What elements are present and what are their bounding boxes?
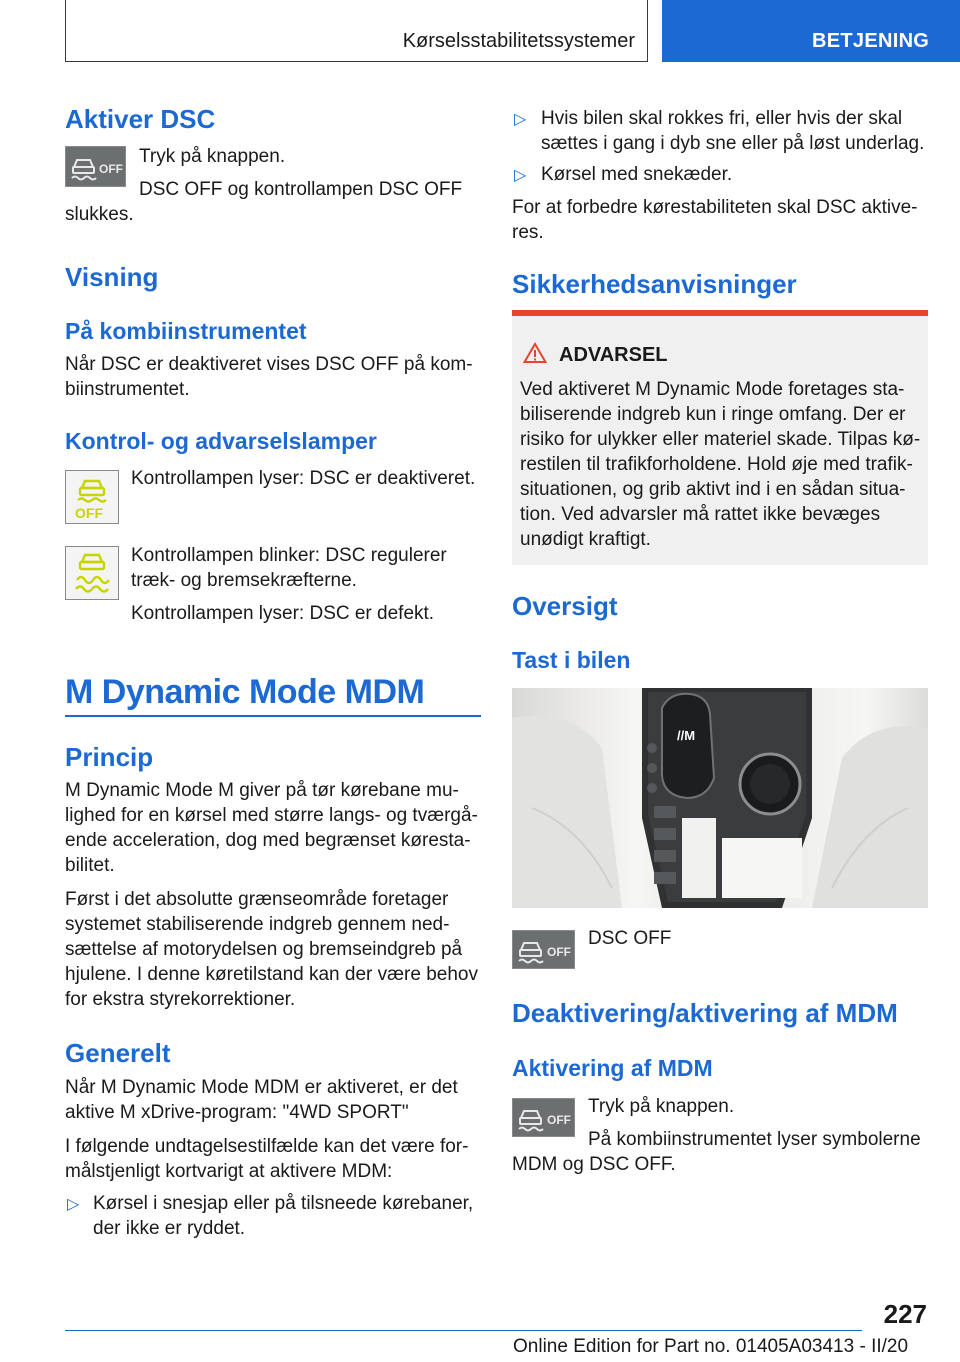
header-section-label: BETJENING bbox=[812, 30, 930, 52]
forst-line-3: sættelse af motorydelsen og bremseindgreb på bbox=[65, 939, 463, 960]
lamp-off-text: Kontrollampen lyser: DSC er deaktiveret. bbox=[131, 468, 476, 489]
dsc-off-label: DSC OFF bbox=[588, 928, 672, 949]
kombi-text-line1: Når DSC er deaktiveret vises DSC OFF på kom- bbox=[65, 354, 473, 375]
generelt-line-2: aktive M xDrive-program: "4WD SPORT" bbox=[65, 1102, 409, 1123]
warning-line-4: restilen til trafikforholdene. Hold øje med trafik- bbox=[520, 454, 913, 475]
svg-text:OFF: OFF bbox=[98, 161, 123, 176]
heading-deaktivering-mdm: Deaktivering/aktivering af MDM bbox=[512, 998, 898, 1028]
heading-visning: Visning bbox=[65, 262, 159, 292]
princip-line-3: ende acceleration, dog med begrænset køresta- bbox=[65, 830, 471, 851]
dsc-active-lamp-icon bbox=[65, 546, 119, 600]
dsc-off-button-icon bbox=[65, 146, 126, 187]
bullet1-line-1: Kørsel i snesjap eller på tilsneede kørebaner, bbox=[93, 1193, 474, 1214]
princip-line-1: M Dynamic Mode M giver på tør kørebane mu- bbox=[65, 780, 459, 801]
svg-text://M: //M bbox=[677, 728, 696, 743]
forst-line-4: hjulene. I denne køretilstand kan der være behov bbox=[65, 964, 478, 985]
footer-rule bbox=[65, 1330, 862, 1331]
lamp-blink-text-line2: træk- og bremsekræfterne. bbox=[131, 570, 357, 591]
warning-box bbox=[512, 310, 928, 565]
kombi-text-line2: biinstrumentet. bbox=[65, 379, 190, 400]
warning-triangle-icon bbox=[523, 342, 547, 364]
aktivering-step-text: Tryk på knappen. bbox=[588, 1096, 735, 1117]
warning-line-7: unødigt kraftigt. bbox=[520, 529, 651, 550]
forst-line-2: systemet stabiliserende indgreb gennem ned- bbox=[65, 914, 450, 935]
warning-line-2: biliserende indgreb kun i ringe omfang. Der er bbox=[520, 404, 906, 425]
heading-underline bbox=[65, 715, 481, 717]
undtag-line-1: I følgende undtagelsestilfælde kan det være for- bbox=[65, 1136, 469, 1157]
svg-text:OFF: OFF bbox=[546, 944, 571, 959]
svg-text:OFF: OFF bbox=[75, 505, 103, 520]
header-chapter-title: Kørselsstabilitetssystemer bbox=[402, 30, 635, 52]
heading-kontrol-advarselslamper: Kontrol- og advarselslamper bbox=[65, 428, 377, 454]
footer-edition-text: Online Edition for Part no. 01405A03413 - II/20 bbox=[513, 1336, 909, 1357]
heading-kombiinstrumentet: På kombiinstrumentet bbox=[65, 318, 307, 344]
aktiver-step-text: Tryk på knappen. bbox=[139, 146, 286, 167]
center-console-photo bbox=[512, 688, 928, 908]
header-section-tab bbox=[662, 0, 960, 62]
aktiver-result-text: DSC OFF og kontrollampen DSC OFF bbox=[139, 179, 463, 200]
bullet-triangle-icon: ▷ bbox=[514, 167, 527, 184]
forst-line-5: for ekstra styrekorrektioner. bbox=[65, 989, 296, 1010]
heading-tast-i-bilen: Tast i bilen bbox=[512, 647, 631, 673]
generelt-line-1: Når M Dynamic Mode MDM er aktiveret, er det bbox=[65, 1077, 458, 1098]
princip-line-4: bilitet. bbox=[65, 855, 115, 876]
warning-line-6: tion. Ved advarsler må rattet ikke bevæges bbox=[520, 504, 881, 525]
warning-line-3: risiko for ulykker eller materiel skade. Tilpas kø- bbox=[520, 429, 921, 450]
bullet2-line-2: sættes i gang i dyb sne eller på løst underlag. bbox=[541, 133, 925, 154]
heading-aktivering-mdm: Aktivering af MDM bbox=[512, 1055, 713, 1081]
bullet-triangle-icon: ▷ bbox=[67, 1196, 80, 1213]
lamp-defect-text: Kontrollampen lyser: DSC er defekt. bbox=[131, 603, 435, 624]
page-number: 227 bbox=[883, 1299, 927, 1329]
lamp-blink-text-line1: Kontrollampen blinker: DSC regulerer bbox=[131, 545, 447, 566]
warning-title: ADVARSEL bbox=[559, 344, 668, 366]
heading-sikkerhedsanvisninger: Sikkerhedsanvisninger bbox=[512, 269, 797, 299]
forbedre-line-1: For at forbedre kørestabiliteten skal DSC aktive- bbox=[512, 197, 918, 218]
bullet2-line-1: Hvis bilen skal rokkes fri, eller hvis der skal bbox=[541, 108, 903, 129]
princip-line-2: lighed for en kørsel med større langs- og tværgå- bbox=[65, 805, 478, 826]
heading-generelt: Generelt bbox=[65, 1038, 171, 1068]
warning-line-5: situationen, og grib aktivt ind i en sådan situa- bbox=[520, 479, 906, 500]
bullet1-line-2: der ikke er ryddet. bbox=[93, 1218, 246, 1239]
heading-oversigt: Oversigt bbox=[512, 591, 618, 621]
bullet3-text: Kørsel med snekæder. bbox=[541, 164, 733, 185]
aktivering-result-text-cont: MDM og DSC OFF. bbox=[512, 1154, 676, 1175]
heading-princip: Princip bbox=[65, 742, 154, 772]
heading-aktiver-dsc: Aktiver DSC bbox=[65, 104, 216, 134]
dsc-off-button-icon bbox=[512, 930, 575, 969]
aktivering-result-text: På kombiinstrumentet lyser symbolerne bbox=[588, 1129, 921, 1150]
heading-m-dynamic-mode: M Dynamic Mode MDM bbox=[65, 673, 425, 711]
forbedre-line-2: res. bbox=[512, 222, 544, 243]
header-chapter-box bbox=[65, 0, 648, 62]
undtag-line-2: målstjenligt kortvarigt at aktivere MDM: bbox=[65, 1161, 393, 1182]
warning-line-1: Ved aktiveret M Dynamic Mode foretages sta- bbox=[520, 379, 905, 400]
bullet-triangle-icon: ▷ bbox=[514, 111, 527, 128]
dsc-off-lamp-icon bbox=[65, 470, 119, 524]
svg-text:OFF: OFF bbox=[546, 1112, 571, 1127]
dsc-off-button-icon bbox=[512, 1098, 575, 1137]
aktiver-result-text-cont: slukkes. bbox=[65, 204, 134, 225]
forst-line-1: Først i det absolutte grænseområde foretager bbox=[65, 889, 449, 910]
